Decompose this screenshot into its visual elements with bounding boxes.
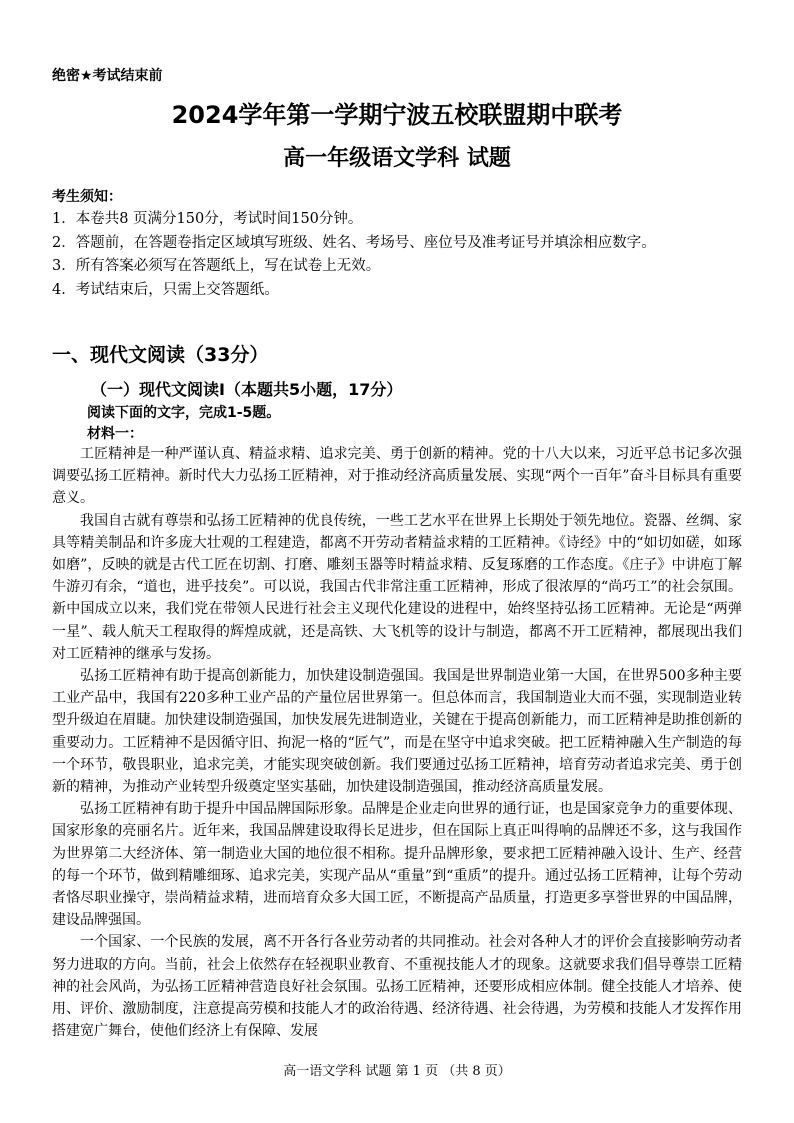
- exam-title: 2024学年第一学期宁波五校联盟期中联考: [171, 101, 623, 129]
- subsection-heading: （一）现代文阅读Ⅰ（本题共5小题，17分）: [91, 380, 403, 399]
- passage-paragraph: 弘扬工匠精神有助于提升中国品牌国际形象。品牌是企业走向世界的通行证，也是国家竞争力的重要体现、国家形象的亮丽名片。近年来，我国品牌建设取得长足进步，但在国际上真正叫得响的品牌还不多，这与我国作为世界第二大经济体、第一制造业大国的地位很不相称。提升品牌形象，要求把工匠精神融入设计、生产、经营的每一个环节，做到精雕细琢、追求完美，实现产品从“重量”到“重质”的提升。通过弘扬工匠精神，让每个劳动者恪尽职业操守，崇尚精益求精，进而培育众多大国工匠，不断提高产品质量，打造更多享誉世界的中国品牌，建设品牌强国。: [52, 801, 742, 929]
- passage-paragraph: 弘扬工匠精神有助于提高创新能力，加快建设制造强国。我国是世界制造业第一大国，在世界500多种主要工业产品中，我国有220多种工业产品的产量位居世界第一。但总体而言，我国制造业大而不强，实现制造业转型升级迫在眉睫。加快建设制造强国，加快发展先进制造业，关键在于提高创新能力，而工匠精神是助推创新的重要动力。工匠精神不是因循守旧、拘泥一格的“匠气”，而是在坚守中追求突破。把工匠精神融入生产制造的每一个环节，敬畏职业，追求完美，才能实现突破创新。我们要通过弘扬工匠精神，培育劳动者追求完美、勇于创新的精神，为推动产业转型升级奠定坚实基础，加快建设制造强国，推动经济高质量发展。: [52, 668, 742, 796]
- notice-list: [52, 208, 752, 303]
- confidential-label: 绝密★考试结束前: [52, 68, 163, 84]
- page-footer: 高一语文学科 试题 第 1 页 （共 8 页）: [283, 1064, 511, 1079]
- reading-instruction: 阅读下面的文字，完成1-5题。: [87, 405, 281, 421]
- notice-heading: 考生须知：: [52, 189, 122, 205]
- notice-item: 3．所有答案必须写在答题纸上，写在试卷上无效。: [52, 258, 381, 275]
- material-label: 材料一：: [87, 426, 143, 442]
- notice-item: 2．答题前，在答题卷指定区域填写班级、姓名、考场号、座位号及准考证号并填涂相应数字。: [52, 234, 656, 251]
- passage-paragraph: 工匠精神是一种严谨认真、精益求精、追求完美、勇于创新的精神。党的十八大以来，习近平总书记多次强调要弘扬工匠精神。新时代大力弘扬工匠精神，对于推动经济高质量发展、实现“两个一百年”奋斗目标具有重要意义。: [52, 446, 742, 507]
- exam-subtitle: 高一年级语文学科 试题: [283, 146, 511, 171]
- passage-paragraph: 一个国家、一个民族的发展，离不开各行各业劳动者的共同推动。社会对各种人才的评价会直接影响劳动者努力进取的方向。当前，社会上依然存在轻视职业教育、不重视技能人才的现象。这就要求我们倡导尊崇工匠精神的社会风尚，为弘扬工匠精神营造良好社会氛围。弘扬工匠精神，还要形成相应体制。健全技能人才培养、使用、评价、激励制度，注意提高劳模和技能人才的政治待遇、经济待遇、社会待遇，为劳模和技能人才发挥作用搭建宽广舞台，使他们经济上有保障、发展: [52, 934, 742, 1040]
- notice-item: 1．本卷共8 页满分150分，考试时间150分钟。: [52, 211, 363, 227]
- passage-paragraph: 我国自古就有尊崇和弘扬工匠精神的优良传统，一些工艺水平在世界上长期处于领先地位。瓷器、丝绸、家具等精美制品和许多庞大壮观的工程建造，都离不开劳动者精益求精的工匠精神。《诗经》中的“如切如磋，如琢如磨”，反映的就是古代工匠在切割、打磨、雕刻玉器等时精益求精、反复琢磨的工作态度。《庄子》中讲庖丁解牛游刃有余，“道也，进乎技矣”。可以说，我国古代非常注重工匠精神，形成了很浓厚的“尚巧工”的社会氛围。新中国成立以来，我们党在带领人民进行社会主义现代化建设的进程中，始终坚持弘扬工匠精神。无论是“两弹一星”、载人航天工程取得的辉煌成就，还是高铁、大飞机等的设计与制造，都离不开工匠精神，都展现出我们对工匠精神的继承与发扬。: [52, 512, 742, 662]
- notice-item: 4．考试结束后，只需上交答题纸。: [52, 282, 279, 299]
- section-heading: 一、现代文阅读（33分）: [52, 344, 269, 366]
- reading-passage: [52, 443, 742, 1042]
